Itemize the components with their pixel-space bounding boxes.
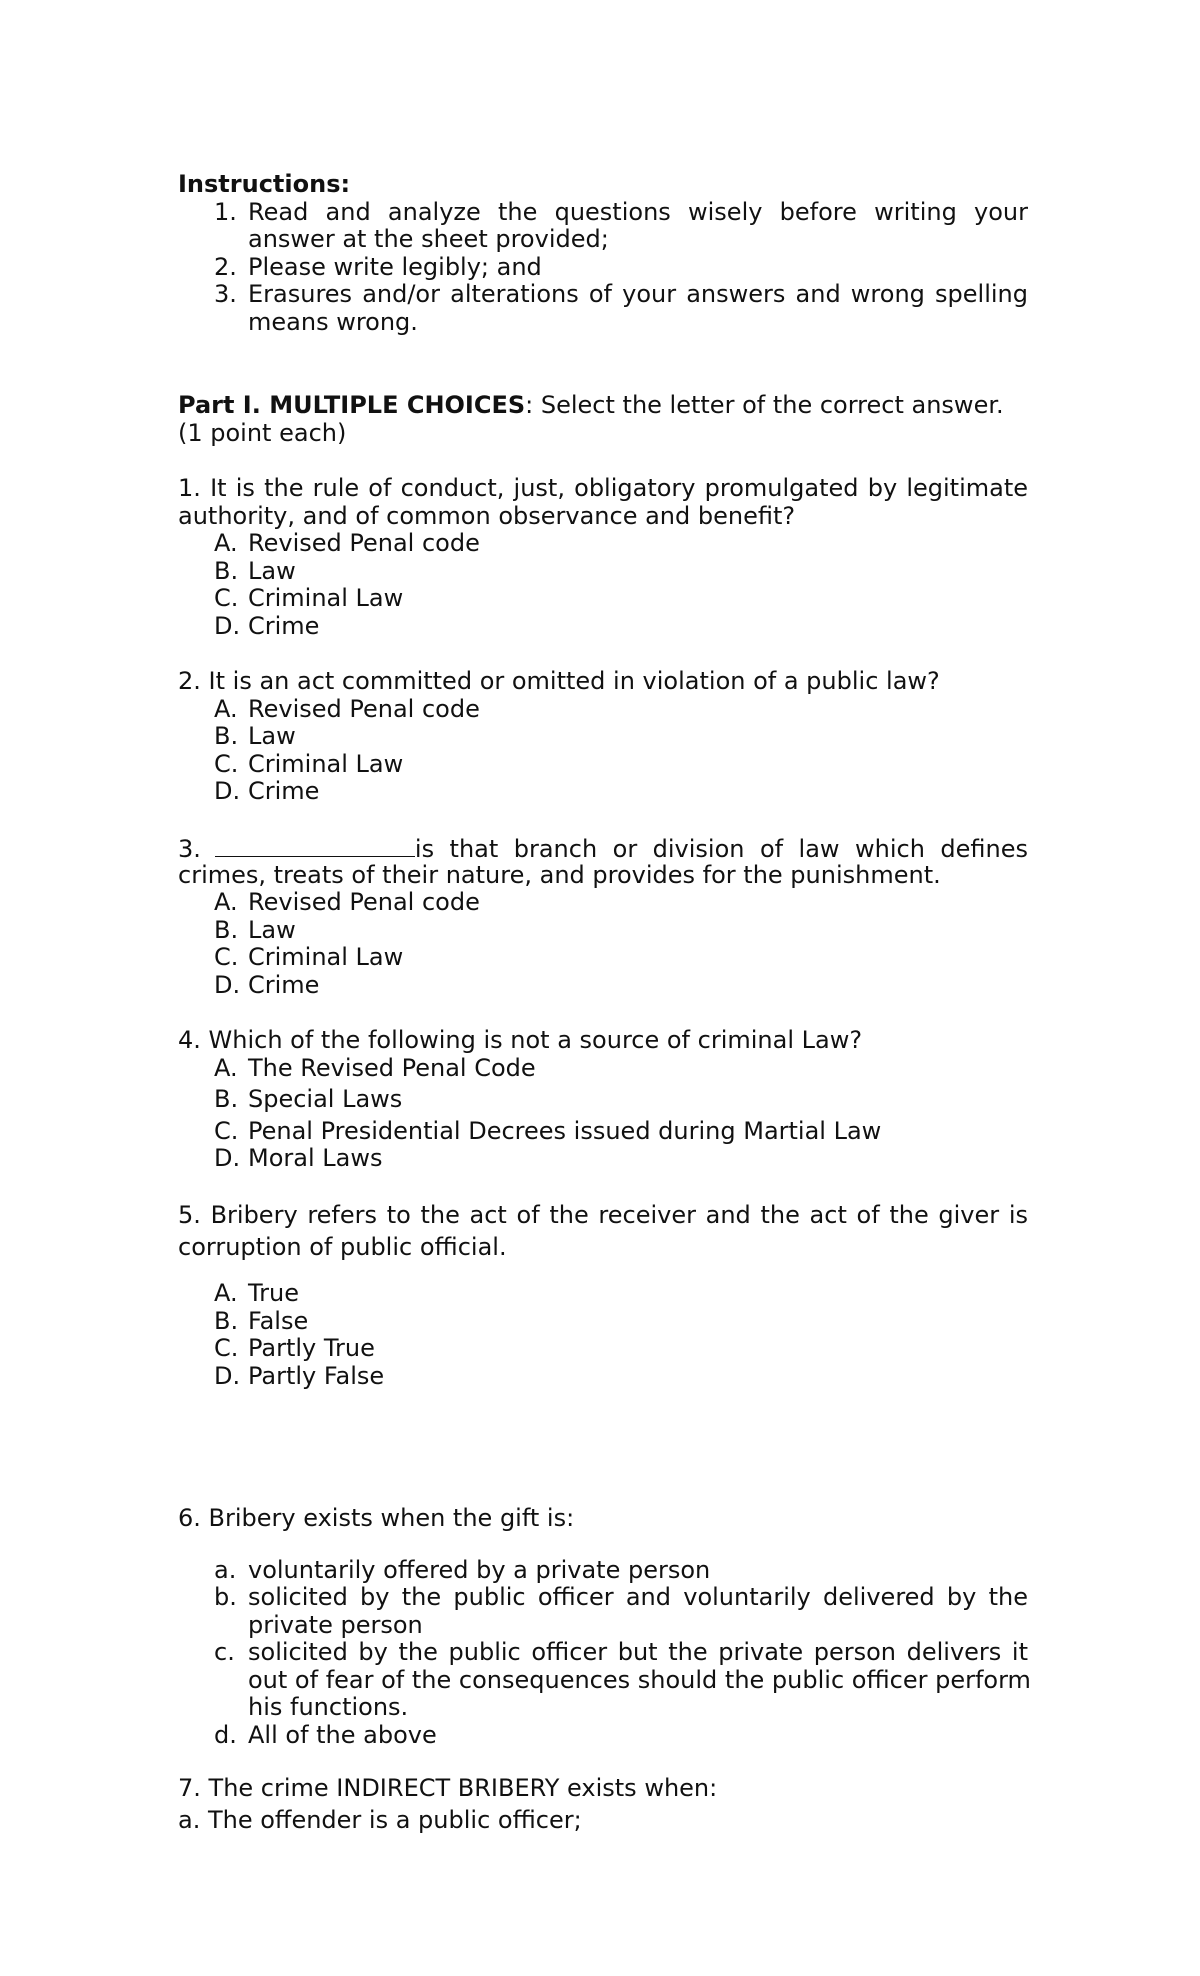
- choice-text: solicited by the public officer but the private person delivers it: [248, 1638, 1028, 1666]
- choice-text: Law: [248, 556, 296, 585]
- choice-letter: D.: [214, 611, 241, 640]
- choice-item: [178, 696, 1028, 724]
- choice-text: Special Laws: [248, 1085, 403, 1113]
- question-text: a. The offender is a public officer;: [178, 1805, 582, 1834]
- instructions-section: [178, 171, 1028, 336]
- choice-letter: c.: [214, 1638, 235, 1666]
- choice-text: solicited by the public officer and voluntarily delivered by the: [248, 1583, 1028, 1611]
- choice-text: Partly True: [248, 1334, 375, 1362]
- choice-letter: D.: [214, 777, 241, 805]
- choice-text: The Revised Penal Code: [248, 1053, 536, 1082]
- question-text: 4. Which of the following is not a source of criminal Law?: [178, 1026, 863, 1054]
- instructions-heading: Instructions:: [178, 170, 351, 198]
- choice-letter: D.: [214, 970, 241, 999]
- question-2: [178, 668, 1028, 806]
- choice-letter: a.: [214, 1555, 237, 1584]
- part-description: : Select the letter of the correct answer.: [525, 391, 1004, 419]
- choice-item: [178, 944, 1028, 972]
- choice-letter: A.: [214, 1279, 238, 1307]
- question-text: 5. Bribery refers to the act of the receiver and the act of the giver is: [178, 1201, 1028, 1229]
- part-heading: [178, 392, 1028, 447]
- answer-blank: [215, 834, 415, 857]
- choice-item: [178, 1639, 1028, 1667]
- choice-letter: C.: [214, 1116, 239, 1145]
- question-text: 2. It is an act committed or omitted in violation of a public law?: [178, 667, 940, 695]
- question-6: [178, 1504, 1031, 1749]
- choice-item: [178, 530, 1028, 558]
- instruction-item: [178, 281, 1028, 309]
- choice-item: [178, 1280, 1028, 1308]
- instruction-text: Erasures and/or alterations of your answers and wrong spelling: [248, 280, 1028, 308]
- choice-text: False: [248, 1306, 309, 1335]
- instruction-text: Read and analyze the questions wisely before writing your: [248, 197, 1028, 226]
- choice-item: [178, 613, 1028, 641]
- question-text: is that branch or division of law which defines: [414, 835, 1028, 863]
- choice-text: Crime: [248, 777, 320, 805]
- choice-item: [178, 558, 1028, 586]
- choice-letter: B.: [214, 722, 239, 750]
- choice-item: [178, 1308, 1028, 1336]
- choice-item: [178, 1055, 1028, 1083]
- choice-item: [178, 1086, 1028, 1114]
- choice-letter: C.: [214, 1334, 239, 1362]
- choice-letter: C.: [214, 749, 239, 778]
- choice-item: [178, 1584, 1028, 1612]
- choice-text: Law: [248, 915, 296, 944]
- choice-text: Law: [248, 722, 296, 750]
- choice-item: [178, 1118, 1028, 1146]
- choice-item: [178, 917, 1028, 945]
- choice-text: Penal Presidential Decrees issued during Martial Law: [248, 1116, 882, 1145]
- choice-letter: B.: [214, 556, 239, 585]
- question-text: crimes, treats of their nature, and provides for the punishment.: [178, 860, 941, 889]
- choice-text: All of the above: [248, 1720, 437, 1749]
- choice-letter: b.: [214, 1583, 237, 1611]
- choice-letter: C.: [214, 943, 239, 971]
- question-text: 1. It is the rule of conduct, just, obligatory promulgated by legitimate: [178, 474, 1028, 502]
- choice-text: his functions.: [248, 1693, 409, 1721]
- choice-text: Revised Penal code: [248, 888, 480, 916]
- instruction-number: 2.: [214, 252, 237, 281]
- choice-letter: B.: [214, 1085, 239, 1113]
- choice-text: Criminal Law: [248, 584, 404, 612]
- question-text: authority, and of common observance and benefit?: [178, 501, 796, 530]
- choice-text: Partly False: [248, 1361, 385, 1390]
- choice-item: [178, 1145, 1028, 1173]
- choice-text: Criminal Law: [248, 943, 404, 971]
- instruction-number: 3.: [214, 280, 237, 308]
- choice-text: Moral Laws: [248, 1144, 383, 1172]
- choice-item: [178, 972, 1028, 1000]
- choice-letter: D.: [214, 1144, 241, 1172]
- instruction-text: means wrong.: [248, 307, 418, 336]
- choice-letter: A.: [214, 888, 238, 916]
- instruction-text: Please write legibly; and: [248, 252, 542, 281]
- question-3: [178, 834, 1028, 999]
- choice-letter: A.: [214, 694, 238, 723]
- instruction-number: 1.: [214, 197, 237, 226]
- choice-letter: B.: [214, 1306, 239, 1335]
- question-number: 3.: [178, 835, 201, 863]
- question-text: 7. The crime INDIRECT BRIBERY exists when:: [178, 1774, 718, 1802]
- choice-item: [178, 1363, 1028, 1391]
- choice-item: [178, 1557, 1028, 1585]
- choice-text: Revised Penal code: [248, 694, 480, 723]
- choice-text: private person: [248, 1610, 423, 1639]
- question-7: [178, 1775, 1028, 1834]
- choice-text: Criminal Law: [248, 749, 404, 778]
- choice-letter: C.: [214, 584, 239, 612]
- choice-letter: D.: [214, 1361, 241, 1390]
- choice-letter: A.: [214, 529, 238, 557]
- instruction-item: [178, 199, 1028, 227]
- choice-text: True: [248, 1279, 299, 1307]
- question-text: corruption of public official.: [178, 1232, 507, 1261]
- choice-item: [178, 778, 1028, 806]
- choice-text: Crime: [248, 970, 320, 999]
- choice-item: [178, 1722, 1028, 1750]
- part-title: Part I. MULTIPLE CHOICES: [178, 391, 526, 419]
- question-text: 6. Bribery exists when the gift is:: [178, 1504, 575, 1532]
- instruction-item: [178, 254, 1028, 282]
- choice-item: [178, 1335, 1028, 1363]
- question-4: [178, 1027, 1028, 1173]
- question-1: [178, 475, 1028, 640]
- part-points: (1 point each): [178, 418, 347, 447]
- question-5: [178, 1202, 1028, 1390]
- choice-item: [178, 585, 1028, 613]
- choice-text: voluntarily offered by a private person: [248, 1555, 711, 1584]
- choice-item: [178, 889, 1028, 917]
- choice-letter: d.: [214, 1720, 237, 1749]
- choice-text: Crime: [248, 611, 320, 640]
- choice-letter: B.: [214, 915, 239, 944]
- choice-text: Revised Penal code: [248, 529, 480, 557]
- choice-item: [178, 723, 1028, 751]
- choice-letter: A.: [214, 1053, 238, 1082]
- instruction-text: answer at the sheet provided;: [248, 225, 609, 253]
- choice-item: [178, 751, 1028, 779]
- choice-text: out of fear of the consequences should the public officer perform: [248, 1665, 1031, 1694]
